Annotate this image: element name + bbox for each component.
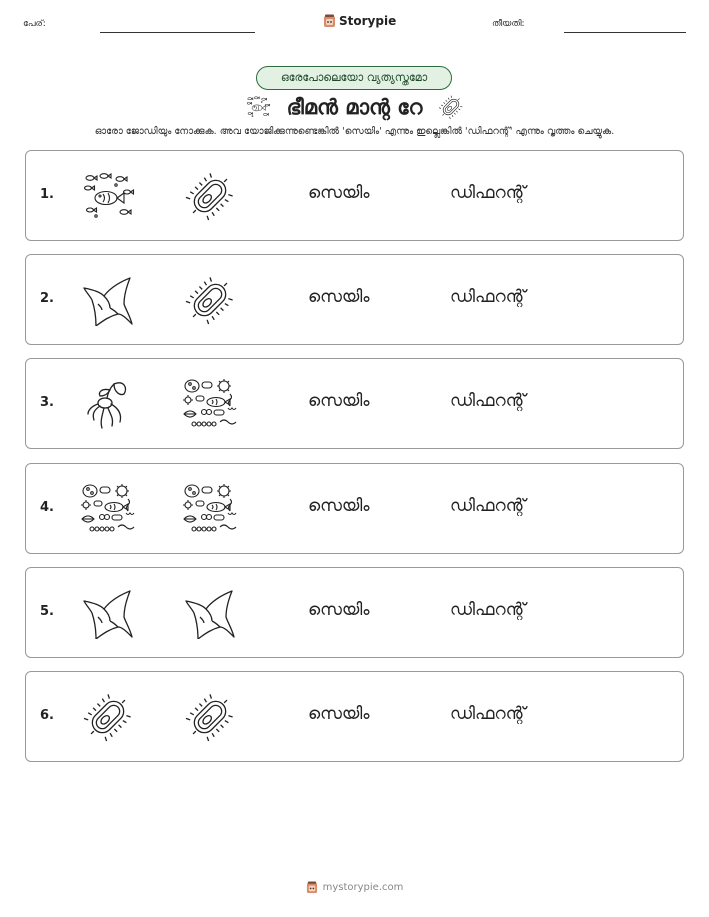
same-option[interactable]: സെയിം <box>308 287 370 308</box>
question-number: 3. <box>40 395 54 411</box>
question-number: 5. <box>40 603 54 619</box>
bacterium-icon <box>80 691 136 743</box>
manta-ray-icon <box>80 587 136 639</box>
different-option[interactable]: ഡിഫറന്റ് <box>450 391 526 412</box>
same-option[interactable]: സെയിം <box>308 704 370 724</box>
fish-school-icon <box>243 95 273 119</box>
microbes-icon <box>182 483 238 535</box>
brand-name: Storypie <box>339 14 397 28</box>
same-option[interactable]: സെയിം <box>308 495 370 516</box>
bacterium-icon <box>182 170 238 222</box>
sprouting-seed-icon <box>80 378 136 430</box>
question-row <box>25 358 684 449</box>
bacterium-icon <box>182 274 238 326</box>
same-option[interactable]: സെയിം <box>308 599 370 620</box>
storypie-logo-icon <box>306 881 318 894</box>
manta-ray-icon <box>80 274 136 326</box>
different-option[interactable]: ഡിഫറന്റ് <box>450 183 526 203</box>
bacterium-icon <box>436 94 466 120</box>
different-option[interactable]: ഡിഫറന്റ് <box>450 704 526 724</box>
manta-ray-icon <box>182 587 238 639</box>
date-label: തീയതി: <box>492 19 525 29</box>
footer <box>0 881 709 894</box>
footer-url: mystorypie.com <box>322 882 404 893</box>
question-row <box>25 254 684 345</box>
storypie-logo-icon <box>323 14 336 28</box>
question-row <box>25 463 684 554</box>
bacterium-icon <box>182 691 238 743</box>
question-number: 4. <box>40 499 54 515</box>
same-option[interactable]: സെയിം <box>308 183 370 203</box>
title-row <box>0 90 709 124</box>
date-write-line[interactable] <box>564 32 686 33</box>
different-option[interactable]: ഡിഫറന്റ് <box>450 287 526 308</box>
question-number: 6. <box>40 708 54 723</box>
question-row <box>25 671 684 762</box>
different-option[interactable]: ഡിഫറന്റ് <box>450 495 526 516</box>
page-title: ഭീമൻ മാന്റ റേ <box>286 94 423 119</box>
brand <box>323 14 396 28</box>
name-label: പേര്: <box>23 19 46 29</box>
worksheet-header <box>0 0 709 40</box>
question-number: 2. <box>40 291 54 307</box>
instructions: ഓരോ ജോഡിയും നോക്കുക. അവ യോജിക്കുന്നുണ്ടെങ്കിൽ 'സെയിം' എന്നും ഇല്ലെങ്കിൽ 'ഡിഫറന്റ്' എന്നും വൃത്തം ചെയ്യുക. <box>94 126 615 137</box>
question-row <box>25 150 684 241</box>
name-write-line[interactable] <box>100 32 255 33</box>
question-number: 1. <box>40 187 54 202</box>
microbes-icon <box>182 378 238 430</box>
microbes-icon <box>80 483 136 535</box>
worksheet-type-badge: ഒരേപോലെയോ വ്യത്യസ്തമോ <box>256 66 452 90</box>
fish-school-icon <box>80 170 136 222</box>
question-row <box>25 567 684 658</box>
same-option[interactable]: സെയിം <box>308 391 370 412</box>
different-option[interactable]: ഡിഫറന്റ് <box>450 599 526 620</box>
